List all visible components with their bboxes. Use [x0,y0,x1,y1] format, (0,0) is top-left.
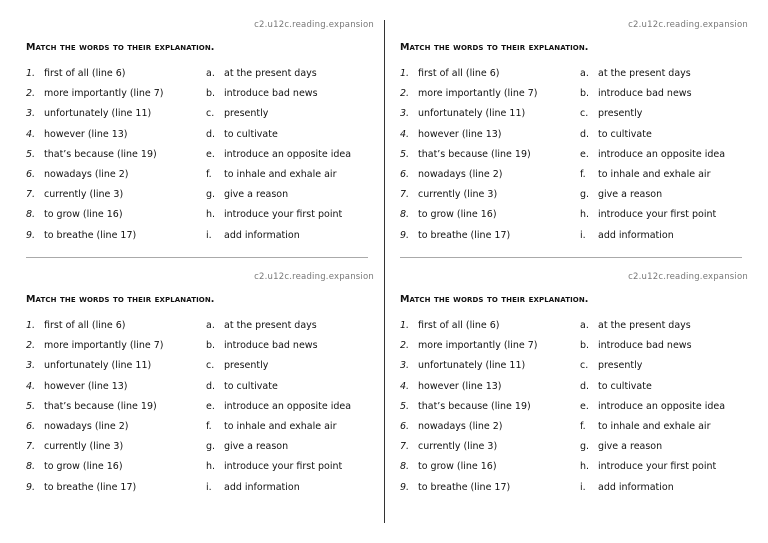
explanation-text: to inhale and exhale air [598,169,711,180]
item-number: 8. [400,209,410,221]
explanation-text: at the present days [224,320,317,331]
explanation-letter: d. [206,380,216,392]
item-number: 3. [26,360,36,372]
explanation-letter: c. [580,360,589,372]
explanation-letter: i. [206,481,212,493]
explanation-text: to inhale and exhale air [224,169,337,180]
explanation-text: at the present days [598,320,691,331]
item-number: 6. [400,421,410,432]
item-word: more importantly (line 7) [418,340,538,352]
item-word: that’s because (line 19) [44,400,157,412]
explanation-letter: a. [580,320,589,331]
explanation-text: add information [598,481,674,493]
explanation-text: give a reason [224,441,289,453]
item-number: 6. [26,169,36,180]
exercise-title: Match the words to their explanation. [400,294,589,305]
explanation-text: introduce your first point [598,461,717,473]
match-row [26,360,376,378]
explanation-letter: e. [580,148,589,160]
explanation-letter: a. [206,68,215,79]
item-number: 4. [400,128,410,140]
item-word: to breathe (line 17) [44,229,137,241]
item-number: 2. [26,340,36,352]
worksheet-code: c2.u12c.reading.expansion [628,20,748,30]
explanation-letter: c. [206,108,215,120]
item-word: to grow (line 16) [44,461,123,473]
explanation-letter: f. [580,169,586,180]
match-row [26,149,376,167]
explanation-text: add information [598,229,674,241]
item-word: first of all (line 6) [418,68,500,79]
exercise-title: Match the words to their explanation. [400,42,589,53]
match-row [400,360,750,378]
explanation-text: presently [224,360,269,372]
explanation-letter: d. [580,128,590,140]
explanation-letter: h. [580,461,590,473]
explanation-text: introduce bad news [224,88,318,100]
explanation-letter: h. [206,461,216,473]
item-number: 9. [400,481,410,493]
match-row [400,320,750,338]
item-word: currently (line 3) [44,441,124,453]
item-word: to grow (line 16) [418,209,497,221]
item-word: unfortunately (line 11) [44,360,152,372]
match-row [26,88,376,106]
item-number: 4. [26,128,36,140]
item-number: 5. [26,148,36,160]
item-number: 7. [400,189,410,201]
explanation-letter: b. [206,88,216,100]
match-row [400,189,750,207]
item-number: 2. [400,88,410,100]
exercise-title: Match the words to their explanation. [26,42,215,53]
item-word: first of all (line 6) [44,68,126,79]
item-number: 5. [400,148,410,160]
match-row [26,209,376,227]
explanation-letter: i. [206,229,212,241]
match-row [26,482,376,500]
explanation-text: to inhale and exhale air [598,421,711,432]
explanation-text: introduce an opposite idea [598,148,726,160]
explanation-text: introduce bad news [598,88,692,100]
explanation-text: to cultivate [598,128,652,140]
explanation-letter: g. [580,189,590,201]
item-word: that’s because (line 19) [418,148,531,160]
item-word: nowadays (line 2) [418,169,503,180]
explanation-text: at the present days [224,68,317,79]
match-row [400,129,750,147]
explanation-letter: g. [206,441,216,453]
match-row [26,340,376,358]
explanation-letter: h. [206,209,216,221]
item-number: 9. [26,481,36,493]
explanation-text: introduce your first point [224,209,343,221]
item-word: however (line 13) [44,380,128,392]
explanation-text: to inhale and exhale air [224,421,337,432]
match-row [400,421,750,439]
explanation-letter: d. [580,380,590,392]
explanation-letter: b. [580,88,590,100]
match-row [400,108,750,126]
match-row [400,149,750,167]
item-word: first of all (line 6) [418,320,500,331]
match-row [26,129,376,147]
item-word: unfortunately (line 11) [418,360,526,372]
explanation-letter: b. [580,340,590,352]
explanation-letter: i. [580,481,586,493]
explanation-text: add information [224,229,300,241]
explanation-text: to cultivate [224,128,278,140]
item-number: 9. [400,229,410,241]
explanation-text: introduce your first point [598,209,717,221]
item-number: 3. [26,108,36,120]
item-word: unfortunately (line 11) [418,108,526,120]
item-word: nowadays (line 2) [44,169,129,180]
item-number: 4. [26,380,36,392]
explanation-text: to cultivate [598,380,652,392]
match-row [26,421,376,439]
match-row [26,169,376,187]
match-row [400,340,750,358]
match-row [26,68,376,86]
explanation-text: introduce bad news [598,340,692,352]
match-row [400,401,750,419]
match-row [400,169,750,187]
explanation-text: introduce your first point [224,461,343,473]
item-word: nowadays (line 2) [418,421,503,432]
item-number: 1. [26,68,36,79]
match-row [26,230,376,248]
explanation-letter: a. [580,68,589,79]
explanation-text: add information [224,481,300,493]
match-row [400,381,750,399]
explanation-letter: c. [580,108,589,120]
explanation-text: introduce an opposite idea [224,400,352,412]
explanation-letter: f. [206,421,212,432]
explanation-letter: a. [206,320,215,331]
item-number: 8. [26,461,36,473]
explanation-text: give a reason [224,189,289,201]
exercise-title: Match the words to their explanation. [26,294,215,305]
item-word: that’s because (line 19) [44,148,157,160]
item-word: however (line 13) [44,128,128,140]
item-number: 8. [400,461,410,473]
match-row [26,401,376,419]
item-number: 6. [400,169,410,180]
match-row [400,230,750,248]
item-word: currently (line 3) [418,189,498,201]
worksheet-top-left [26,20,376,270]
item-word: first of all (line 6) [44,320,126,331]
explanation-text: presently [224,108,269,120]
item-word: to breathe (line 17) [418,229,511,241]
item-number: 5. [400,400,410,412]
explanation-text: at the present days [598,68,691,79]
worksheet-bottom-left [26,272,376,522]
item-word: to breathe (line 17) [418,481,511,493]
item-word: unfortunately (line 11) [44,108,152,120]
worksheet-bottom-right [400,272,750,522]
item-number: 9. [26,229,36,241]
match-row [26,461,376,479]
match-row [400,482,750,500]
explanation-text: give a reason [598,189,663,201]
worksheet-code: c2.u12c.reading.expansion [254,20,374,30]
explanation-text: introduce an opposite idea [598,400,726,412]
match-row [26,108,376,126]
explanation-letter: b. [206,340,216,352]
explanation-text: to cultivate [224,380,278,392]
worksheet-code: c2.u12c.reading.expansion [254,272,374,282]
explanation-letter: f. [580,421,586,432]
explanation-letter: e. [206,148,215,160]
item-number: 5. [26,400,36,412]
item-number: 8. [26,209,36,221]
item-word: to grow (line 16) [44,209,123,221]
explanation-letter: g. [206,189,216,201]
explanation-letter: e. [580,400,589,412]
explanation-text: introduce bad news [224,340,318,352]
match-row [400,88,750,106]
match-row [400,68,750,86]
item-word: however (line 13) [418,128,502,140]
explanation-text: give a reason [598,441,663,453]
item-word: currently (line 3) [44,189,124,201]
explanation-letter: i. [580,229,586,241]
item-number: 3. [400,108,410,120]
match-row [400,441,750,459]
item-word: to breathe (line 17) [44,481,137,493]
item-number: 1. [400,320,410,331]
match-row [400,209,750,227]
item-word: however (line 13) [418,380,502,392]
item-number: 7. [26,441,36,453]
item-number: 2. [26,88,36,100]
item-word: nowadays (line 2) [44,421,129,432]
explanation-letter: g. [580,441,590,453]
explanation-letter: f. [206,169,212,180]
item-word: currently (line 3) [418,441,498,453]
explanation-letter: c. [206,360,215,372]
item-number: 7. [400,441,410,453]
explanation-letter: d. [206,128,216,140]
item-word: to grow (line 16) [418,461,497,473]
explanation-letter: e. [206,400,215,412]
item-word: more importantly (line 7) [418,88,538,100]
match-row [26,320,376,338]
explanation-text: introduce an opposite idea [224,148,352,160]
item-word: more importantly (line 7) [44,88,164,100]
worksheet-code: c2.u12c.reading.expansion [628,272,748,282]
item-word: more importantly (line 7) [44,340,164,352]
item-number: 2. [400,340,410,352]
match-row [26,441,376,459]
item-number: 4. [400,380,410,392]
item-number: 1. [400,68,410,79]
worksheet-top-right [400,20,750,270]
explanation-letter: h. [580,209,590,221]
vertical-divider [384,20,385,523]
item-number: 1. [26,320,36,331]
explanation-text: presently [598,108,643,120]
match-row [400,461,750,479]
match-row [26,189,376,207]
item-word: that’s because (line 19) [418,400,531,412]
explanation-text: presently [598,360,643,372]
item-number: 7. [26,189,36,201]
item-number: 3. [400,360,410,372]
item-number: 6. [26,421,36,432]
match-row [26,381,376,399]
